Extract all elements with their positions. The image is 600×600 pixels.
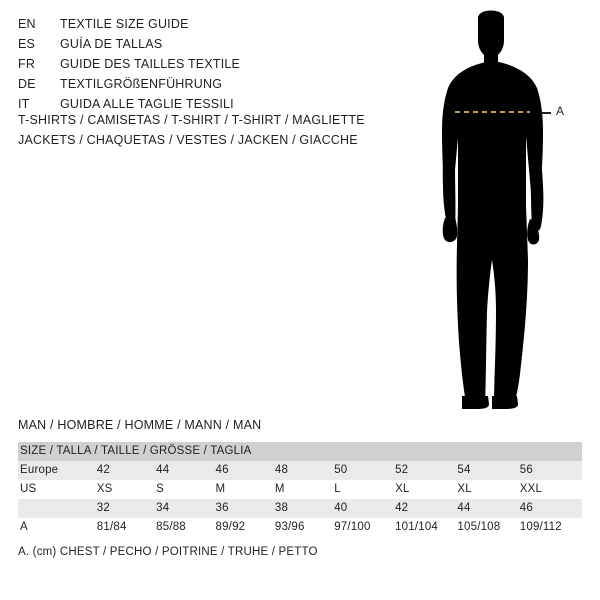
table-cell: 109/112 xyxy=(520,518,582,537)
table-cell: 50 xyxy=(334,461,395,480)
language-list xyxy=(18,14,358,114)
table-row xyxy=(18,480,582,499)
table-cell: 89/92 xyxy=(215,518,274,537)
table-cell: 46 xyxy=(520,499,582,518)
row-label: US xyxy=(18,480,97,499)
male-body-figure xyxy=(400,10,600,410)
table-cell: 42 xyxy=(97,461,156,480)
table-cell: 101/104 xyxy=(395,518,457,537)
size-table xyxy=(18,442,582,537)
measure-leader-line xyxy=(541,112,551,114)
table-header-label: SIZE / TALLA / TAILLE / GRÖSSE / TAGLIA xyxy=(18,442,582,461)
table-cell: 38 xyxy=(275,499,334,518)
table-cell: 32 xyxy=(97,499,156,518)
table-cell: 93/96 xyxy=(275,518,334,537)
category-tshirts: T-SHIRTS / CAMISETAS / T-SHIRT / T-SHIRT / MAGLIETTE xyxy=(18,113,365,127)
table-cell: 48 xyxy=(275,461,334,480)
table-row xyxy=(18,499,582,518)
language-row xyxy=(18,54,358,74)
table-header-row xyxy=(18,442,582,461)
row-label xyxy=(18,499,97,518)
table-footnote: A. (cm) CHEST / PECHO / POITRINE / TRUHE / PETTO xyxy=(18,546,318,558)
language-code: EN xyxy=(18,17,36,31)
table-cell: S xyxy=(156,480,215,499)
language-code: ES xyxy=(18,37,36,51)
table-cell: 81/84 xyxy=(97,518,156,537)
table-cell: 34 xyxy=(156,499,215,518)
language-text: GUÍA DE TALLAS xyxy=(60,37,163,51)
language-text: GUIDE DES TAILLES TEXTILE xyxy=(60,57,241,71)
table-cell: 105/108 xyxy=(457,518,519,537)
table-row xyxy=(18,518,582,537)
language-text: GUIDA ALLE TAGLIE TESSILI xyxy=(60,97,234,111)
measure-marker-label: A xyxy=(556,104,565,118)
table-cell: 54 xyxy=(457,461,519,480)
table-cell: 36 xyxy=(215,499,274,518)
table-cell: 56 xyxy=(520,461,582,480)
table-cell: XL xyxy=(457,480,519,499)
table-cell: XS xyxy=(97,480,156,499)
language-row xyxy=(18,34,358,54)
language-row xyxy=(18,14,358,34)
table-cell: 46 xyxy=(215,461,274,480)
table-cell: 40 xyxy=(334,499,395,518)
table-cell: XXL xyxy=(520,480,582,499)
table-cell: 42 xyxy=(395,499,457,518)
row-label: A xyxy=(18,518,97,537)
language-text: TEXTILGRÖßENFÜHRUNG xyxy=(60,77,223,91)
table-cell: 97/100 xyxy=(334,518,395,537)
table-row xyxy=(18,461,582,480)
table-cell: L xyxy=(334,480,395,499)
table-title: MAN / HOMBRE / HOMME / MANN / MAN xyxy=(18,418,262,432)
language-code: DE xyxy=(18,77,36,91)
category-jackets: JACKETS / CHAQUETAS / VESTES / JACKEN / GIACCHE xyxy=(18,133,358,147)
table-cell: M xyxy=(275,480,334,499)
language-code: FR xyxy=(18,57,36,71)
language-row xyxy=(18,74,358,94)
table-cell: 52 xyxy=(395,461,457,480)
table-cell: 85/88 xyxy=(156,518,215,537)
row-label: Europe xyxy=(18,461,97,480)
table-cell: 44 xyxy=(156,461,215,480)
language-code: IT xyxy=(18,97,30,111)
table-cell: M xyxy=(215,480,274,499)
language-text: TEXTILE SIZE GUIDE xyxy=(60,17,189,31)
table-cell: XL xyxy=(395,480,457,499)
garment-categories xyxy=(18,110,418,150)
table-cell: 44 xyxy=(457,499,519,518)
